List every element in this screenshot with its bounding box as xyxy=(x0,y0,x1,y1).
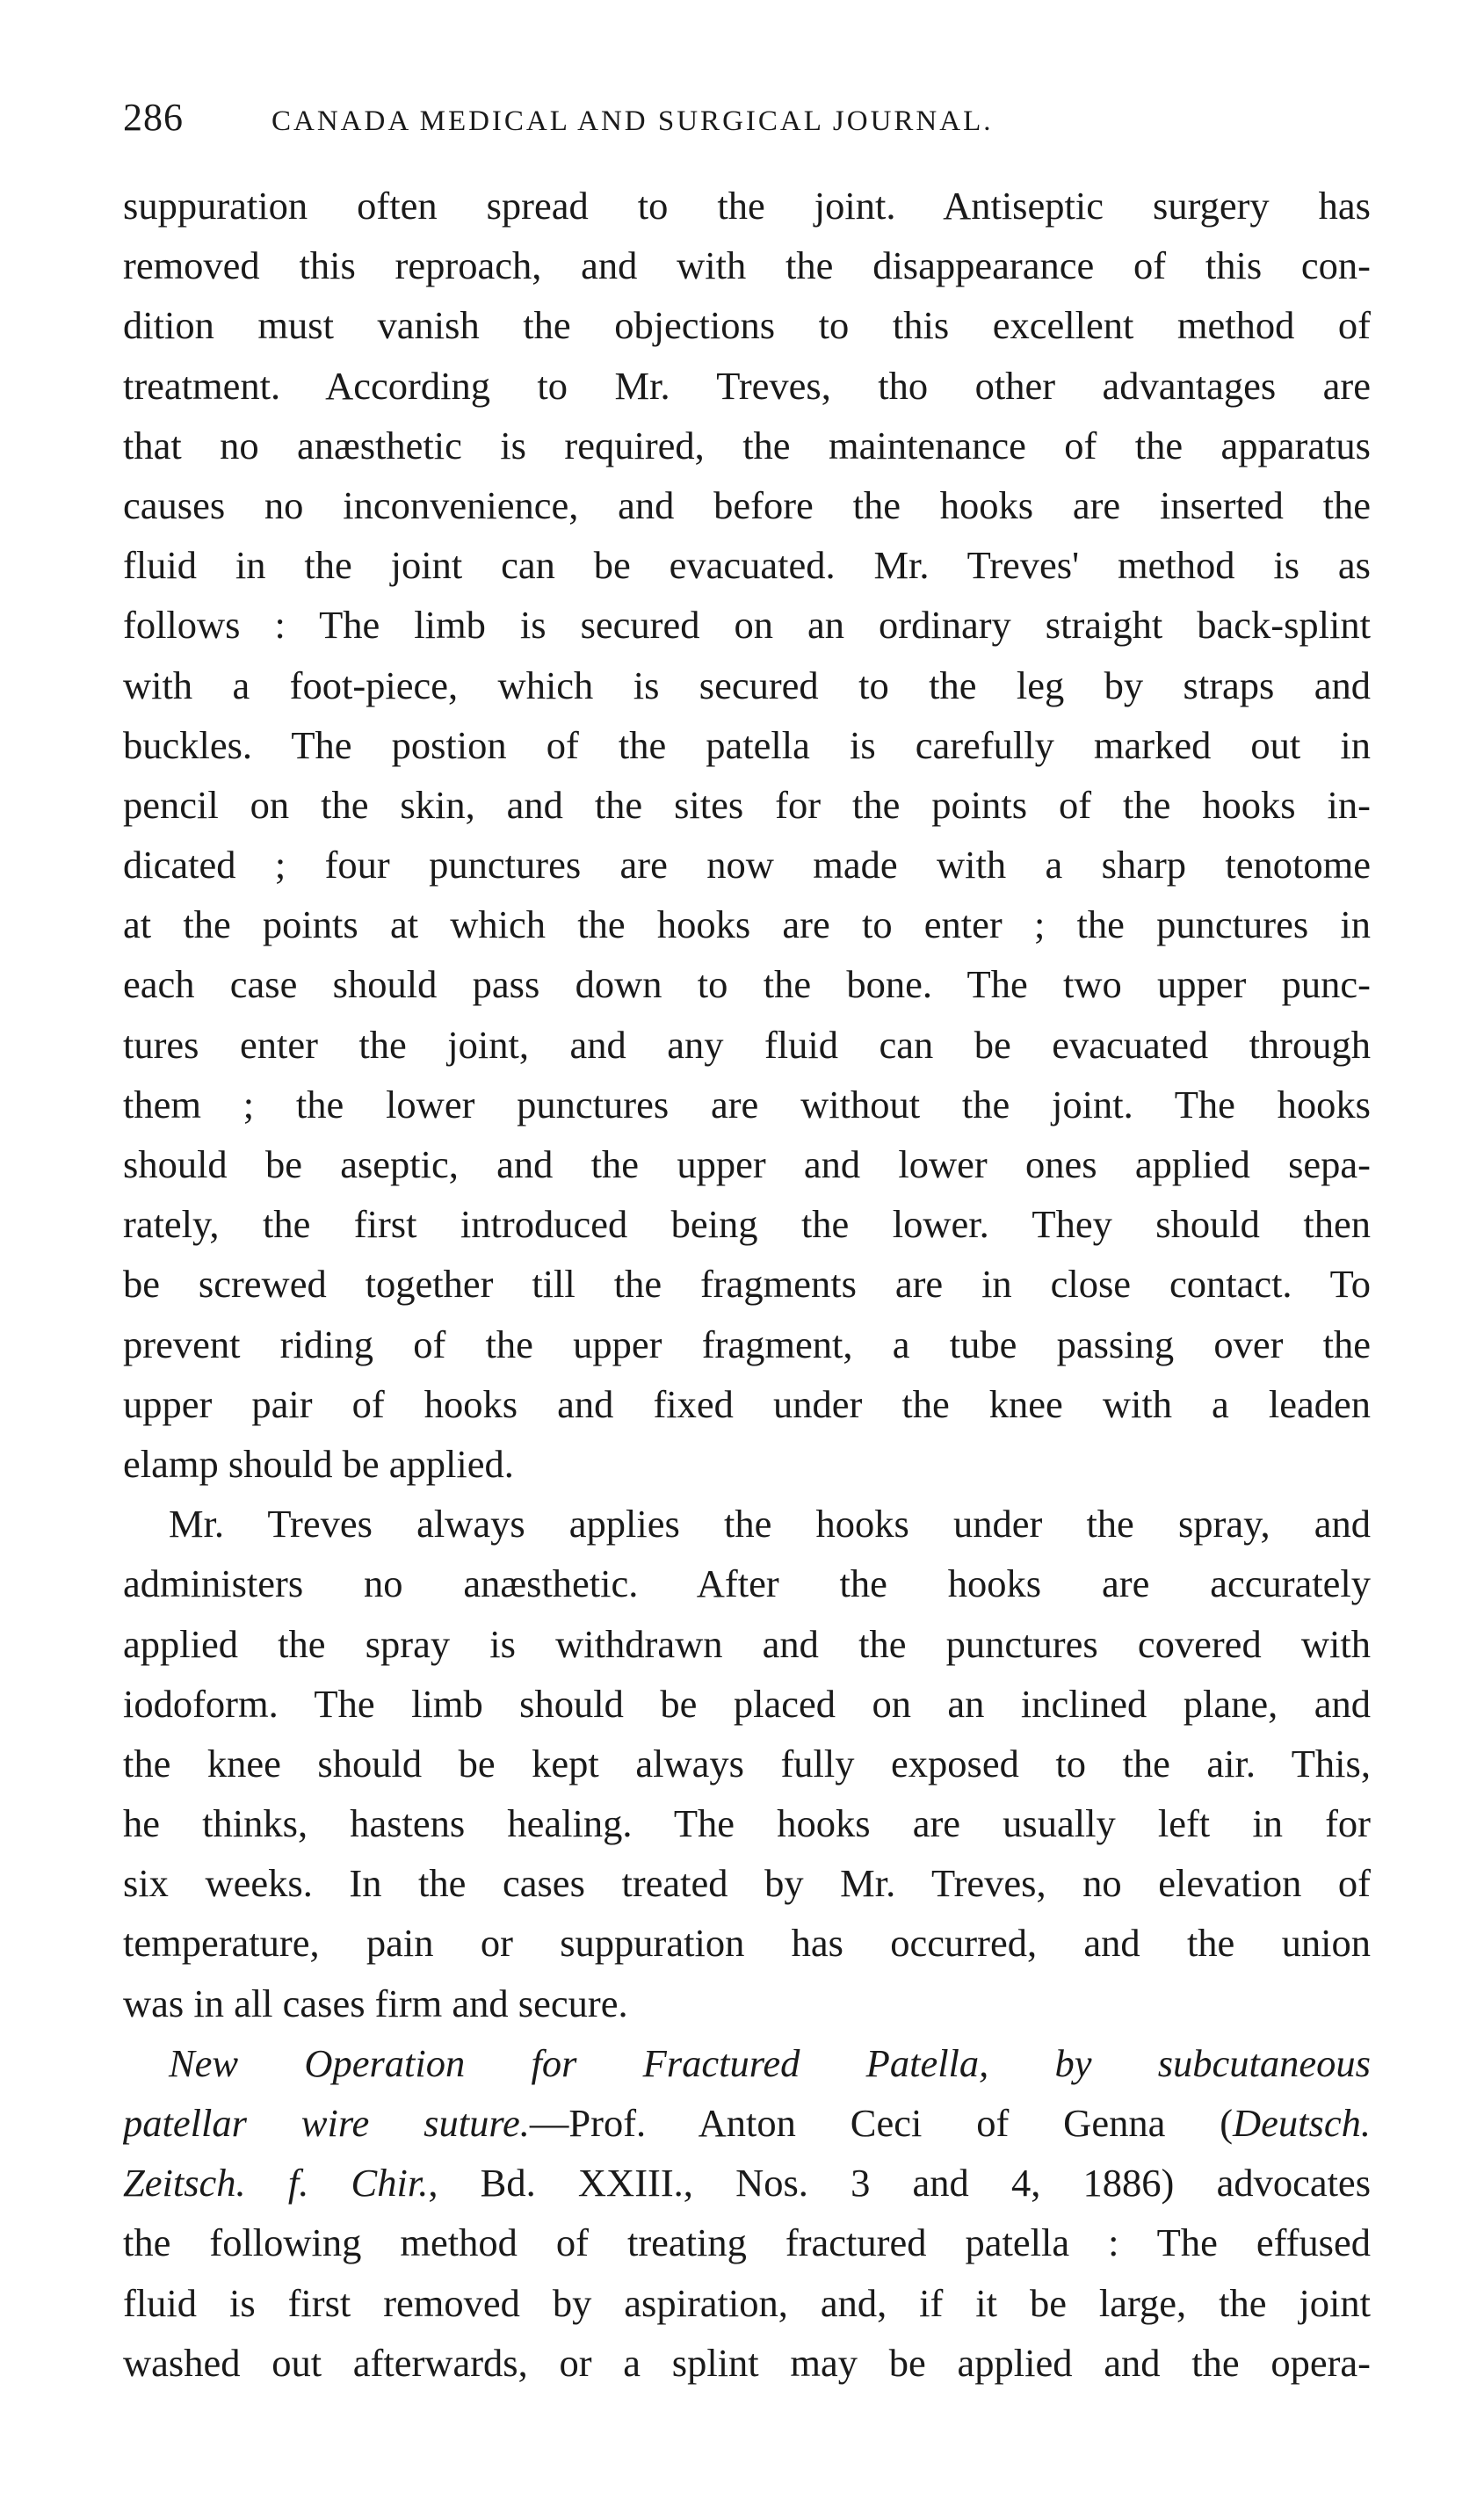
section-heading: New Operation for Fractured Patella, by subcutaneous xyxy=(169,2040,1371,2085)
text-line: be screwed together till the fragments are in close contact. To xyxy=(123,1262,1371,1307)
text-line: the following method of treating fractured patella : The effused xyxy=(123,2220,1371,2265)
text-line: suppuration often spread to the joint. Antiseptic surgery has xyxy=(123,184,1371,228)
text-line: elamp should be applied. xyxy=(123,1441,514,1486)
text-line: dicated ; four punctures are now made with a sharp tenotome xyxy=(123,843,1371,887)
text-line: fluid is first removed by aspiration, and, if it be large, the joint xyxy=(123,2280,1371,2325)
section-heading-continued: patellar wire suture. xyxy=(123,2101,530,2145)
text-line: at the points at which the hooks are to enter ; the punctures in xyxy=(123,902,1371,947)
journal-citation: Deutsch. xyxy=(1233,2101,1371,2145)
text-line: buckles. The postion of the patella is carefully marked out in xyxy=(123,722,1371,767)
text-line: iodoform. The limb should be placed on an inclined plane, and xyxy=(123,1681,1371,1726)
text-line: washed out afterwards, or a splint may be applied and the opera- xyxy=(123,2340,1371,2385)
citation-text: , Bd. XXIII., Nos. 3 and 4, 1886) advocates xyxy=(428,2161,1371,2206)
text-line: each case should pass down to the bone. The two upper punc- xyxy=(123,962,1371,1007)
text-line xyxy=(123,2093,1371,2153)
text-line: six weeks. In the cases treated by Mr. Treves, no elevation of xyxy=(123,1861,1371,1906)
paragraph-antiseptic-surgery xyxy=(123,176,1371,1494)
text-line: follows : The limb is secured on an ordinary straight back-splint xyxy=(123,603,1371,648)
text-line: removed this reproach, and with the disappearance of this con- xyxy=(123,243,1371,288)
citation-text: —Prof. Anton Ceci of Genna ( xyxy=(529,2101,1234,2145)
journal-citation: Zeitsch. f. Chir. xyxy=(123,2161,429,2206)
text-line: fluid in the joint can be evacuated. Mr. Treves' method is as xyxy=(123,543,1371,588)
paragraph-new-operation xyxy=(123,2033,1371,2393)
text-line xyxy=(123,2153,1371,2213)
page-number: 286 xyxy=(123,96,184,139)
text-line: the knee should be kept always fully exposed to the air. This, xyxy=(123,1741,1371,1786)
text-line: them ; the lower punctures are without the joint. The hooks xyxy=(123,1082,1371,1126)
text-line: pencil on the skin, and the sites for the points of the hooks in- xyxy=(123,782,1371,827)
paragraph-treves-method xyxy=(123,1494,1371,2033)
text-line: administers no anæsthetic. After the hooks are accurately xyxy=(123,1561,1371,1606)
text-line: was in all cases firm and secure. xyxy=(123,1981,628,2025)
text-line: tures enter the joint, and any fluid can be evacuated through xyxy=(123,1022,1371,1067)
text-line: causes no inconvenience, and before the hooks are inserted the xyxy=(123,482,1371,527)
journal-title: CANADA MEDICAL AND SURGICAL JOURNAL. xyxy=(271,105,994,137)
body-text xyxy=(123,176,1371,2393)
text-line: he thinks, hastens healing. The hooks are usually left in for xyxy=(123,1801,1371,1846)
text-line: treatment. According to Mr. Treves, tho other advantages are xyxy=(123,363,1371,408)
text-line: with a foot-piece, which is secured to the leg by straps and xyxy=(123,663,1371,707)
text-line: upper pair of hooks and fixed under the knee with a leaden xyxy=(123,1381,1371,1426)
text-line: rately, the first introduced being the lower. They should then xyxy=(123,1202,1371,1247)
running-head xyxy=(123,95,1353,148)
text-line: temperature, pain or suppuration has occurred, and the union xyxy=(123,1921,1371,1966)
text-line: should be aseptic, and the upper and lower ones applied sepa- xyxy=(123,1142,1371,1186)
text-line: dition must vanish the objections to this excellent method of xyxy=(123,303,1371,348)
text-line: applied the spray is withdrawn and the punctures covered with xyxy=(123,1621,1371,1666)
text-line: Mr. Treves always applies the hooks under the spray, and xyxy=(169,1502,1371,1546)
text-line: that no anæsthetic is required, the maintenance of the apparatus xyxy=(123,423,1371,467)
text-line: prevent riding of the upper fragment, a tube passing over the xyxy=(123,1322,1371,1366)
